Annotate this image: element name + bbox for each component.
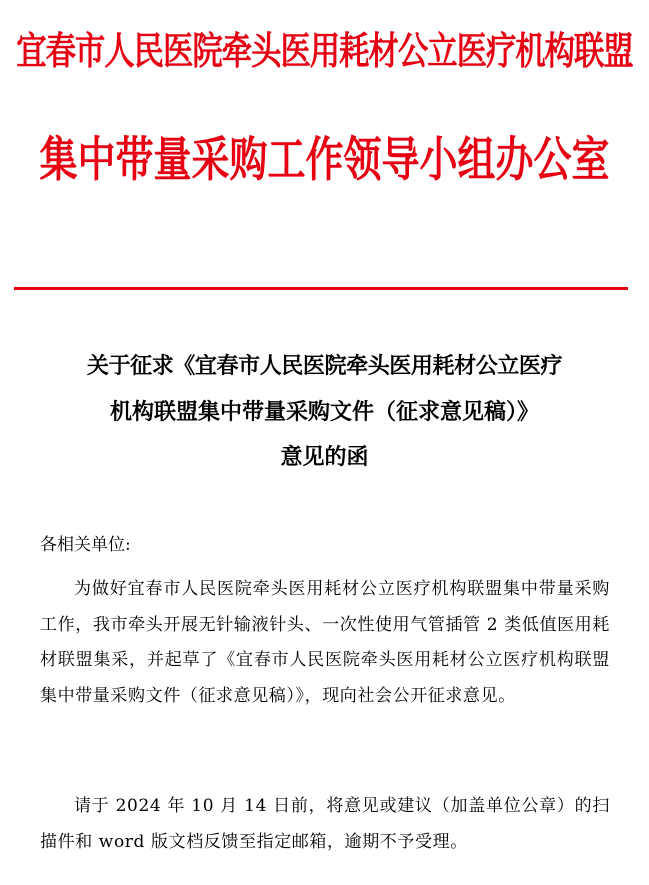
body-paragraph-2: 请于 2024 年 10 月 14 日前，将意见或建议（加盖单位公章）的扫描件和 word 版文档反馈至指定邮箱，逾期不予受理。 <box>40 796 610 852</box>
salutation: 各相关单位: <box>40 535 131 555</box>
document-title-line1: 关于征求《宜春市人民医院牵头医用耗材公立医疗 <box>86 354 563 379</box>
masthead-red-divider <box>14 287 628 290</box>
document-title-line3: 意见的函 <box>280 445 369 470</box>
body-paragraph-1: 为做好宜春市人民医院牵头医用耗材公立医疗机构联盟集中带量采购工作，我市牵头开展无针输液针头、一次性使用气管插管 2 类低值医用耗材联盟集采，并起草了《宜春市人民医院牵头医用耗材公立医疗机构联盟集中带量采购文件（征求意见稿）》，现向社会公开征求意见。 <box>40 579 610 706</box>
masthead-org-name-line2: 集中带量采购工作领导小组办公室 <box>39 132 610 188</box>
document-title-line2: 机构联盟集中带量采购文件（征求意见稿）》 <box>109 400 539 425</box>
masthead-org-name-line1: 宜春市人民医院牵头医用耗材公立医疗机构联盟 <box>16 30 633 74</box>
